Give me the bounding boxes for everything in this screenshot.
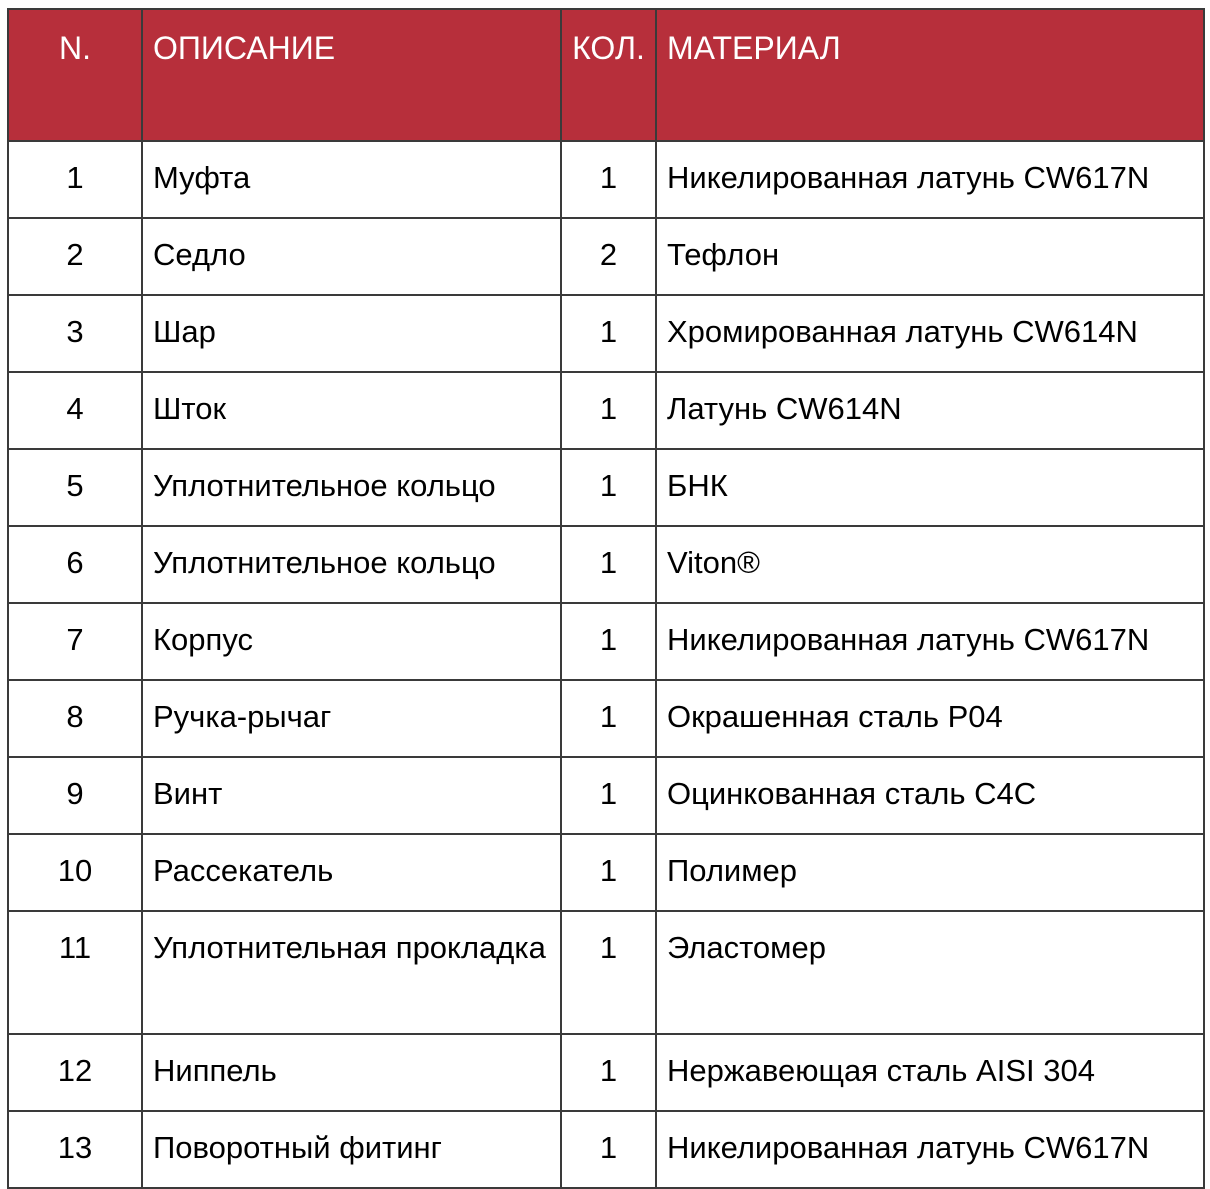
- cell-description: Уплотнительное кольцо: [142, 449, 561, 526]
- cell-qty: 1: [561, 449, 656, 526]
- table-row: [8, 141, 1204, 218]
- cell-qty: 1: [561, 1034, 656, 1111]
- cell-num: 12: [8, 1034, 142, 1111]
- cell-material: Эластомер: [656, 911, 1204, 1034]
- table-header-row: [8, 9, 1204, 141]
- cell-num: 5: [8, 449, 142, 526]
- table-row: [8, 526, 1204, 603]
- cell-qty: 1: [561, 526, 656, 603]
- cell-material: Полимер: [656, 834, 1204, 911]
- cell-num: 9: [8, 757, 142, 834]
- cell-num: 11: [8, 911, 142, 1034]
- cell-qty: 1: [561, 1111, 656, 1188]
- header-qty: КОЛ.: [561, 9, 656, 141]
- table-row: [8, 218, 1204, 295]
- cell-num: 10: [8, 834, 142, 911]
- cell-num: 2: [8, 218, 142, 295]
- cell-num: 6: [8, 526, 142, 603]
- cell-description: Муфта: [142, 141, 561, 218]
- cell-num: 3: [8, 295, 142, 372]
- cell-qty: 1: [561, 603, 656, 680]
- cell-num: 1: [8, 141, 142, 218]
- cell-material: БНК: [656, 449, 1204, 526]
- cell-material: Оцинкованная сталь C4C: [656, 757, 1204, 834]
- cell-description: Корпус: [142, 603, 561, 680]
- cell-description: Поворотный фитинг: [142, 1111, 561, 1188]
- table-row: [8, 911, 1204, 1034]
- cell-num: 4: [8, 372, 142, 449]
- cell-material: Никелированная латунь CW617N: [656, 603, 1204, 680]
- cell-num: 8: [8, 680, 142, 757]
- cell-material: Латунь CW614N: [656, 372, 1204, 449]
- cell-description: Шток: [142, 372, 561, 449]
- table-row: [8, 603, 1204, 680]
- cell-material: Нержавеющая сталь AISI 304: [656, 1034, 1204, 1111]
- cell-num: 13: [8, 1111, 142, 1188]
- cell-description: Рассекатель: [142, 834, 561, 911]
- cell-qty: 1: [561, 295, 656, 372]
- cell-material: Никелированная латунь CW617N: [656, 1111, 1204, 1188]
- cell-description: Шар: [142, 295, 561, 372]
- header-material: МАТЕРИАЛ: [656, 9, 1204, 141]
- cell-description: Винт: [142, 757, 561, 834]
- table-row: [8, 1034, 1204, 1111]
- table-row: [8, 295, 1204, 372]
- cell-qty: 1: [561, 680, 656, 757]
- cell-qty: 1: [561, 834, 656, 911]
- cell-num: 7: [8, 603, 142, 680]
- cell-material: Окрашенная сталь P04: [656, 680, 1204, 757]
- header-description: ОПИСАНИЕ: [142, 9, 561, 141]
- table-row: [8, 449, 1204, 526]
- cell-description: Уплотнительная прокладка: [142, 911, 561, 1034]
- cell-material: Никелированная латунь CW617N: [656, 141, 1204, 218]
- cell-description: Ниппель: [142, 1034, 561, 1111]
- cell-description: Уплотнительное кольцо: [142, 526, 561, 603]
- cell-qty: 1: [561, 757, 656, 834]
- table-row: [8, 680, 1204, 757]
- table-row: [8, 1111, 1204, 1188]
- cell-qty: 2: [561, 218, 656, 295]
- cell-description: Ручка-рычаг: [142, 680, 561, 757]
- header-num: N.: [8, 9, 142, 141]
- cell-material: Хромированная латунь CW614N: [656, 295, 1204, 372]
- cell-qty: 1: [561, 911, 656, 1034]
- table-row: [8, 757, 1204, 834]
- cell-description: Седло: [142, 218, 561, 295]
- table-row: [8, 372, 1204, 449]
- cell-material: Viton®: [656, 526, 1204, 603]
- cell-qty: 1: [561, 372, 656, 449]
- cell-material: Тефлон: [656, 218, 1204, 295]
- cell-qty: 1: [561, 141, 656, 218]
- parts-table: [7, 8, 1205, 1189]
- table-row: [8, 834, 1204, 911]
